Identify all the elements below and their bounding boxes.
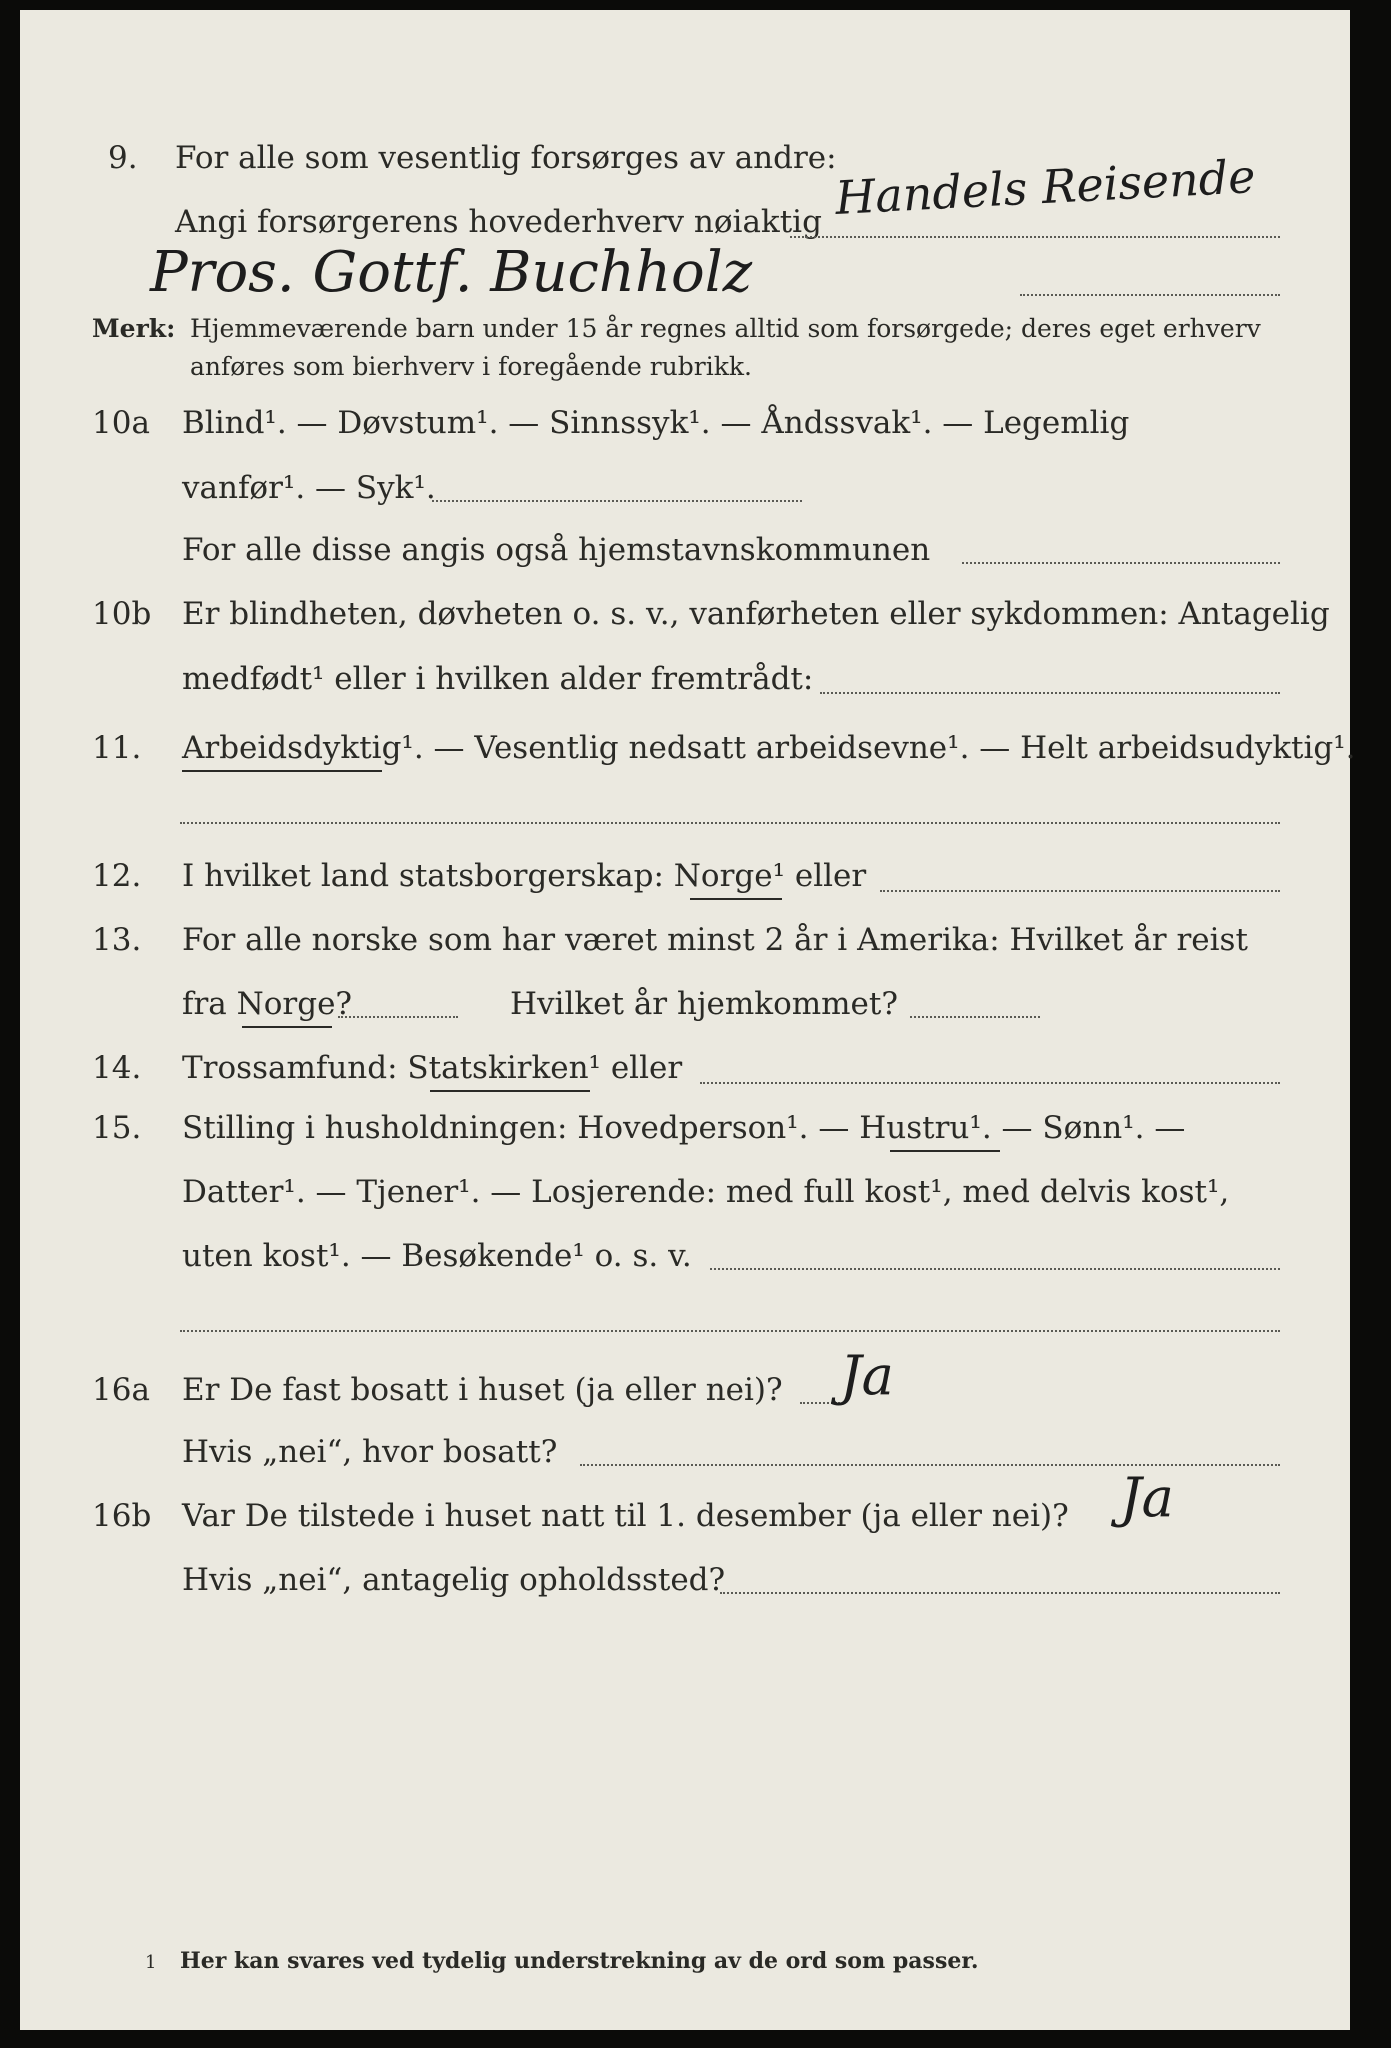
- q9-line1: For alle som vesentlig forsørges av andre:: [175, 140, 837, 176]
- q15-number: 15.: [92, 1110, 142, 1146]
- q12-dotted-line: [880, 890, 1280, 892]
- merk-line1: Hjemmeværende barn under 15 år regnes alltid som forsørgede; deres eget erhverv: [190, 314, 1261, 343]
- q10a-line1: Blind¹. — Døvstum¹. — Sinnssyk¹. — Åndssvak¹. — Legemlig: [182, 405, 1130, 441]
- q11-number: 11.: [92, 730, 142, 766]
- q13-dotted-line-1: [338, 1016, 458, 1018]
- q13-line2a: fra Norge?: [182, 986, 353, 1022]
- q13-line1: For alle norske som har været minst 2 år i Amerika: Hvilket år reist: [182, 922, 1248, 958]
- q16b-number: 16b: [92, 1498, 152, 1534]
- merk-line2: anføres som bierhverv i foregående rubrikk.: [190, 352, 752, 381]
- q15-line3: uten kost¹. — Besøkende¹ o. s. v.: [182, 1238, 692, 1274]
- q15-line2: Datter¹. — Tjener¹. — Losjerende: med full kost¹, med delvis kost¹,: [182, 1174, 1230, 1210]
- q16b-handwritten-answer: Ja: [1120, 1466, 1174, 1529]
- q16a-line1: Er De fast bosatt i huset (ja eller nei)?: [182, 1372, 783, 1408]
- q13-underline-mark: [242, 1026, 332, 1028]
- q10a-dotted-line-1: [432, 500, 802, 502]
- q14-dotted-line: [700, 1082, 1280, 1084]
- q10b-line1: Er blindheten, døvheten o. s. v., vanførheten eller sykdommen: Antagelig: [182, 596, 1330, 632]
- q9-handwritten-occupation: Handels Reisende: [833, 149, 1257, 225]
- q10b-number: 10b: [92, 596, 152, 632]
- q16b-dotted-line: [720, 1592, 1280, 1594]
- q9-line2: Angi forsørgerens hovederhverv nøiaktig: [175, 204, 822, 240]
- q15-underline-mark: [890, 1150, 1000, 1152]
- q10a-number: 10a: [92, 405, 150, 441]
- q10b-dotted-line: [820, 692, 1280, 694]
- q16a-number: 16a: [92, 1372, 150, 1408]
- q11-underline-mark: [182, 770, 382, 772]
- footnote-text: Her kan svares ved tydelig understrekning av de ord som passer.: [180, 1948, 979, 1974]
- q12-underline-mark: [690, 898, 782, 900]
- q9-dotted-line-2: [1020, 294, 1280, 296]
- q14-underline-mark: [430, 1090, 590, 1092]
- merk-label: Merk:: [92, 314, 176, 343]
- q16a-line2: Hvis „nei“, hvor bosatt?: [182, 1434, 558, 1470]
- q10a-line3: For alle disse angis også hjemstavnskommunen: [182, 532, 931, 568]
- q16a-dotted-line-1: [800, 1402, 840, 1404]
- q13-line2b: Hvilket år hjemkommet?: [510, 986, 898, 1022]
- q9-dotted-line-1: [790, 236, 1280, 238]
- q15-dotted-line-1: [710, 1268, 1280, 1270]
- q13-dotted-line-2: [910, 1016, 1040, 1018]
- footnote-mark: 1: [145, 1952, 157, 1973]
- q10b-line2: medfødt¹ eller i hvilken alder fremtrådt:: [182, 661, 814, 697]
- q9-handwritten-provider: Pros. Gottf. Buchholz: [150, 240, 753, 305]
- q10a-line2: vanfør¹. — Syk¹.: [182, 470, 436, 506]
- q10a-dotted-line-2: [962, 562, 1280, 564]
- q12-line1: I hvilket land statsborgerskap: Norge¹ eller: [182, 858, 867, 894]
- q11-line1: Arbeidsdyktig¹. — Vesentlig nedsatt arbeidsevne¹. — Helt arbeidsudyktig¹.: [182, 730, 1356, 766]
- q15-line1: Stilling i husholdningen: Hovedperson¹. — Hustru¹. — Sønn¹. —: [182, 1110, 1186, 1146]
- q9-number: 9.: [108, 140, 138, 176]
- q16a-dotted-line-2: [580, 1464, 1280, 1466]
- q11-dotted-line: [180, 822, 1280, 824]
- q16a-handwritten-answer: Ja: [840, 1344, 894, 1407]
- q12-number: 12.: [92, 858, 142, 894]
- form-page: [20, 10, 1356, 2030]
- q16b-line2: Hvis „nei“, antagelig opholdssted?: [182, 1562, 726, 1598]
- q15-dotted-line-2: [180, 1330, 1280, 1332]
- q16b-line1: Var De tilstede i huset natt til 1. desember (ja eller nei)?: [182, 1498, 1069, 1534]
- q14-line1: Trossamfund: Statskirken¹ eller: [182, 1050, 683, 1086]
- q14-number: 14.: [92, 1050, 142, 1086]
- q13-number: 13.: [92, 922, 142, 958]
